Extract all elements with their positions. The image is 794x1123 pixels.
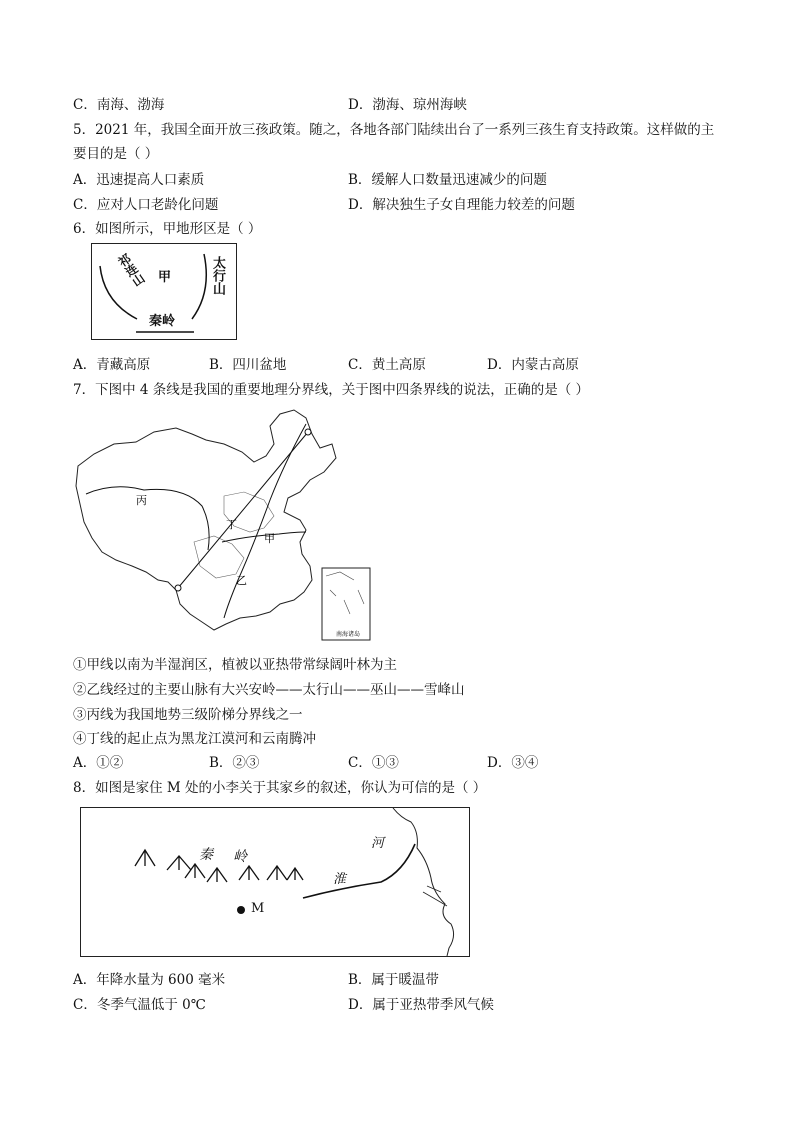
- label-yi: 乙: [236, 574, 247, 587]
- qin-label: 秦: [199, 847, 213, 863]
- q5-option-a: A．迅速提高人口素质: [73, 172, 205, 188]
- q6-option-d: D．内蒙古高原: [487, 357, 579, 373]
- label-jia: 甲: [264, 532, 275, 545]
- q5-option-b: B．缓解人口数量迅速减少的问题: [348, 172, 547, 188]
- inset-label: 南海诸岛: [336, 631, 361, 638]
- q5-option-d: D．解决独生子女自理能力较差的问题: [348, 197, 575, 213]
- q5-option-c: C．应对人口老龄化问题: [73, 197, 219, 213]
- q6-option-a: A．青藏高原: [73, 357, 151, 373]
- taihang-line: [192, 254, 206, 319]
- q7-stem: 7．下图中 4 条线是我国的重要地理分界线，关于图中四条界线的说法，正确的是（ ）: [73, 382, 590, 398]
- ling-label: 岭: [233, 849, 247, 865]
- q7-statement-4: ④丁线的起止点为黑龙江漠河和云南腾冲: [73, 731, 316, 747]
- jia-label: 甲: [158, 270, 172, 285]
- q7-option-b: B．②③: [209, 755, 260, 771]
- label-ding: 丁: [226, 518, 237, 531]
- q7-statement-2: ②乙线经过的主要山脉有大兴安岭——太行山——巫山——雪峰山: [73, 682, 465, 698]
- q7-option-c: C．①③: [348, 755, 399, 771]
- taihang-label: 太行山: [210, 256, 225, 295]
- line-bing: [86, 487, 209, 550]
- china-outline: [76, 410, 336, 630]
- coastline: [393, 808, 454, 956]
- heihe-point: [305, 429, 311, 435]
- q5-stem-line2: 要目的是（ ）: [73, 146, 159, 162]
- qilian-label: 祁连山: [114, 251, 147, 289]
- q8-option-c: C．冬季气温低于 0℃: [73, 997, 206, 1013]
- q7-option-d: D．③④: [487, 755, 539, 771]
- label-bing: 丙: [136, 494, 147, 507]
- q6-option-b: B．四川盆地: [209, 357, 287, 373]
- huaihe-river: [303, 844, 415, 898]
- q8-option-a: A．年降水量为 600 毫米: [73, 972, 226, 988]
- q4-option-c: C．南海、渤海: [73, 97, 165, 113]
- tengchong-point: [175, 585, 181, 591]
- q6-option-c: C．黄土高原: [348, 357, 426, 373]
- point-m: [237, 906, 245, 914]
- q4-option-d: D．渤海、琼州海峡: [348, 97, 467, 113]
- q8-stem: 8．如图是家住 M 处的小李关于其家乡的叙述，你认为可信的是（ ）: [73, 780, 487, 796]
- q8-figure-drawing: [81, 808, 469, 956]
- q5-stem-line1: 5．2021 年，我国全面开放三孩政策。随之，各地各部门陆续出台了一系列三孩生育支持政策。这样做的主: [73, 122, 715, 138]
- qinling-mountains: [135, 850, 303, 882]
- q8-option-b: B．属于暖温带: [348, 972, 439, 988]
- line-ding: [178, 432, 308, 588]
- q8-figure: [80, 807, 470, 957]
- q6-figure: [91, 243, 237, 340]
- q7-statement-1: ①甲线以南为半湿润区，植被以亚热带常绿阔叶林为主: [73, 657, 397, 673]
- q7-statement-3: ③丙线为我国地势三级阶梯分界线之一: [73, 707, 303, 723]
- qinling-label: 秦岭: [149, 314, 176, 329]
- m-label: M: [251, 901, 265, 916]
- q7-china-map: [74, 404, 374, 644]
- q8-option-d: D．属于亚热带季风气候: [348, 997, 494, 1013]
- he-label: 河: [371, 836, 385, 851]
- q6-stem: 6．如图所示，甲地形区是（ ）: [73, 221, 262, 237]
- huai-label: 淮: [333, 872, 347, 887]
- q7-option-a: A．①②: [73, 755, 124, 771]
- province-outline: [194, 536, 244, 578]
